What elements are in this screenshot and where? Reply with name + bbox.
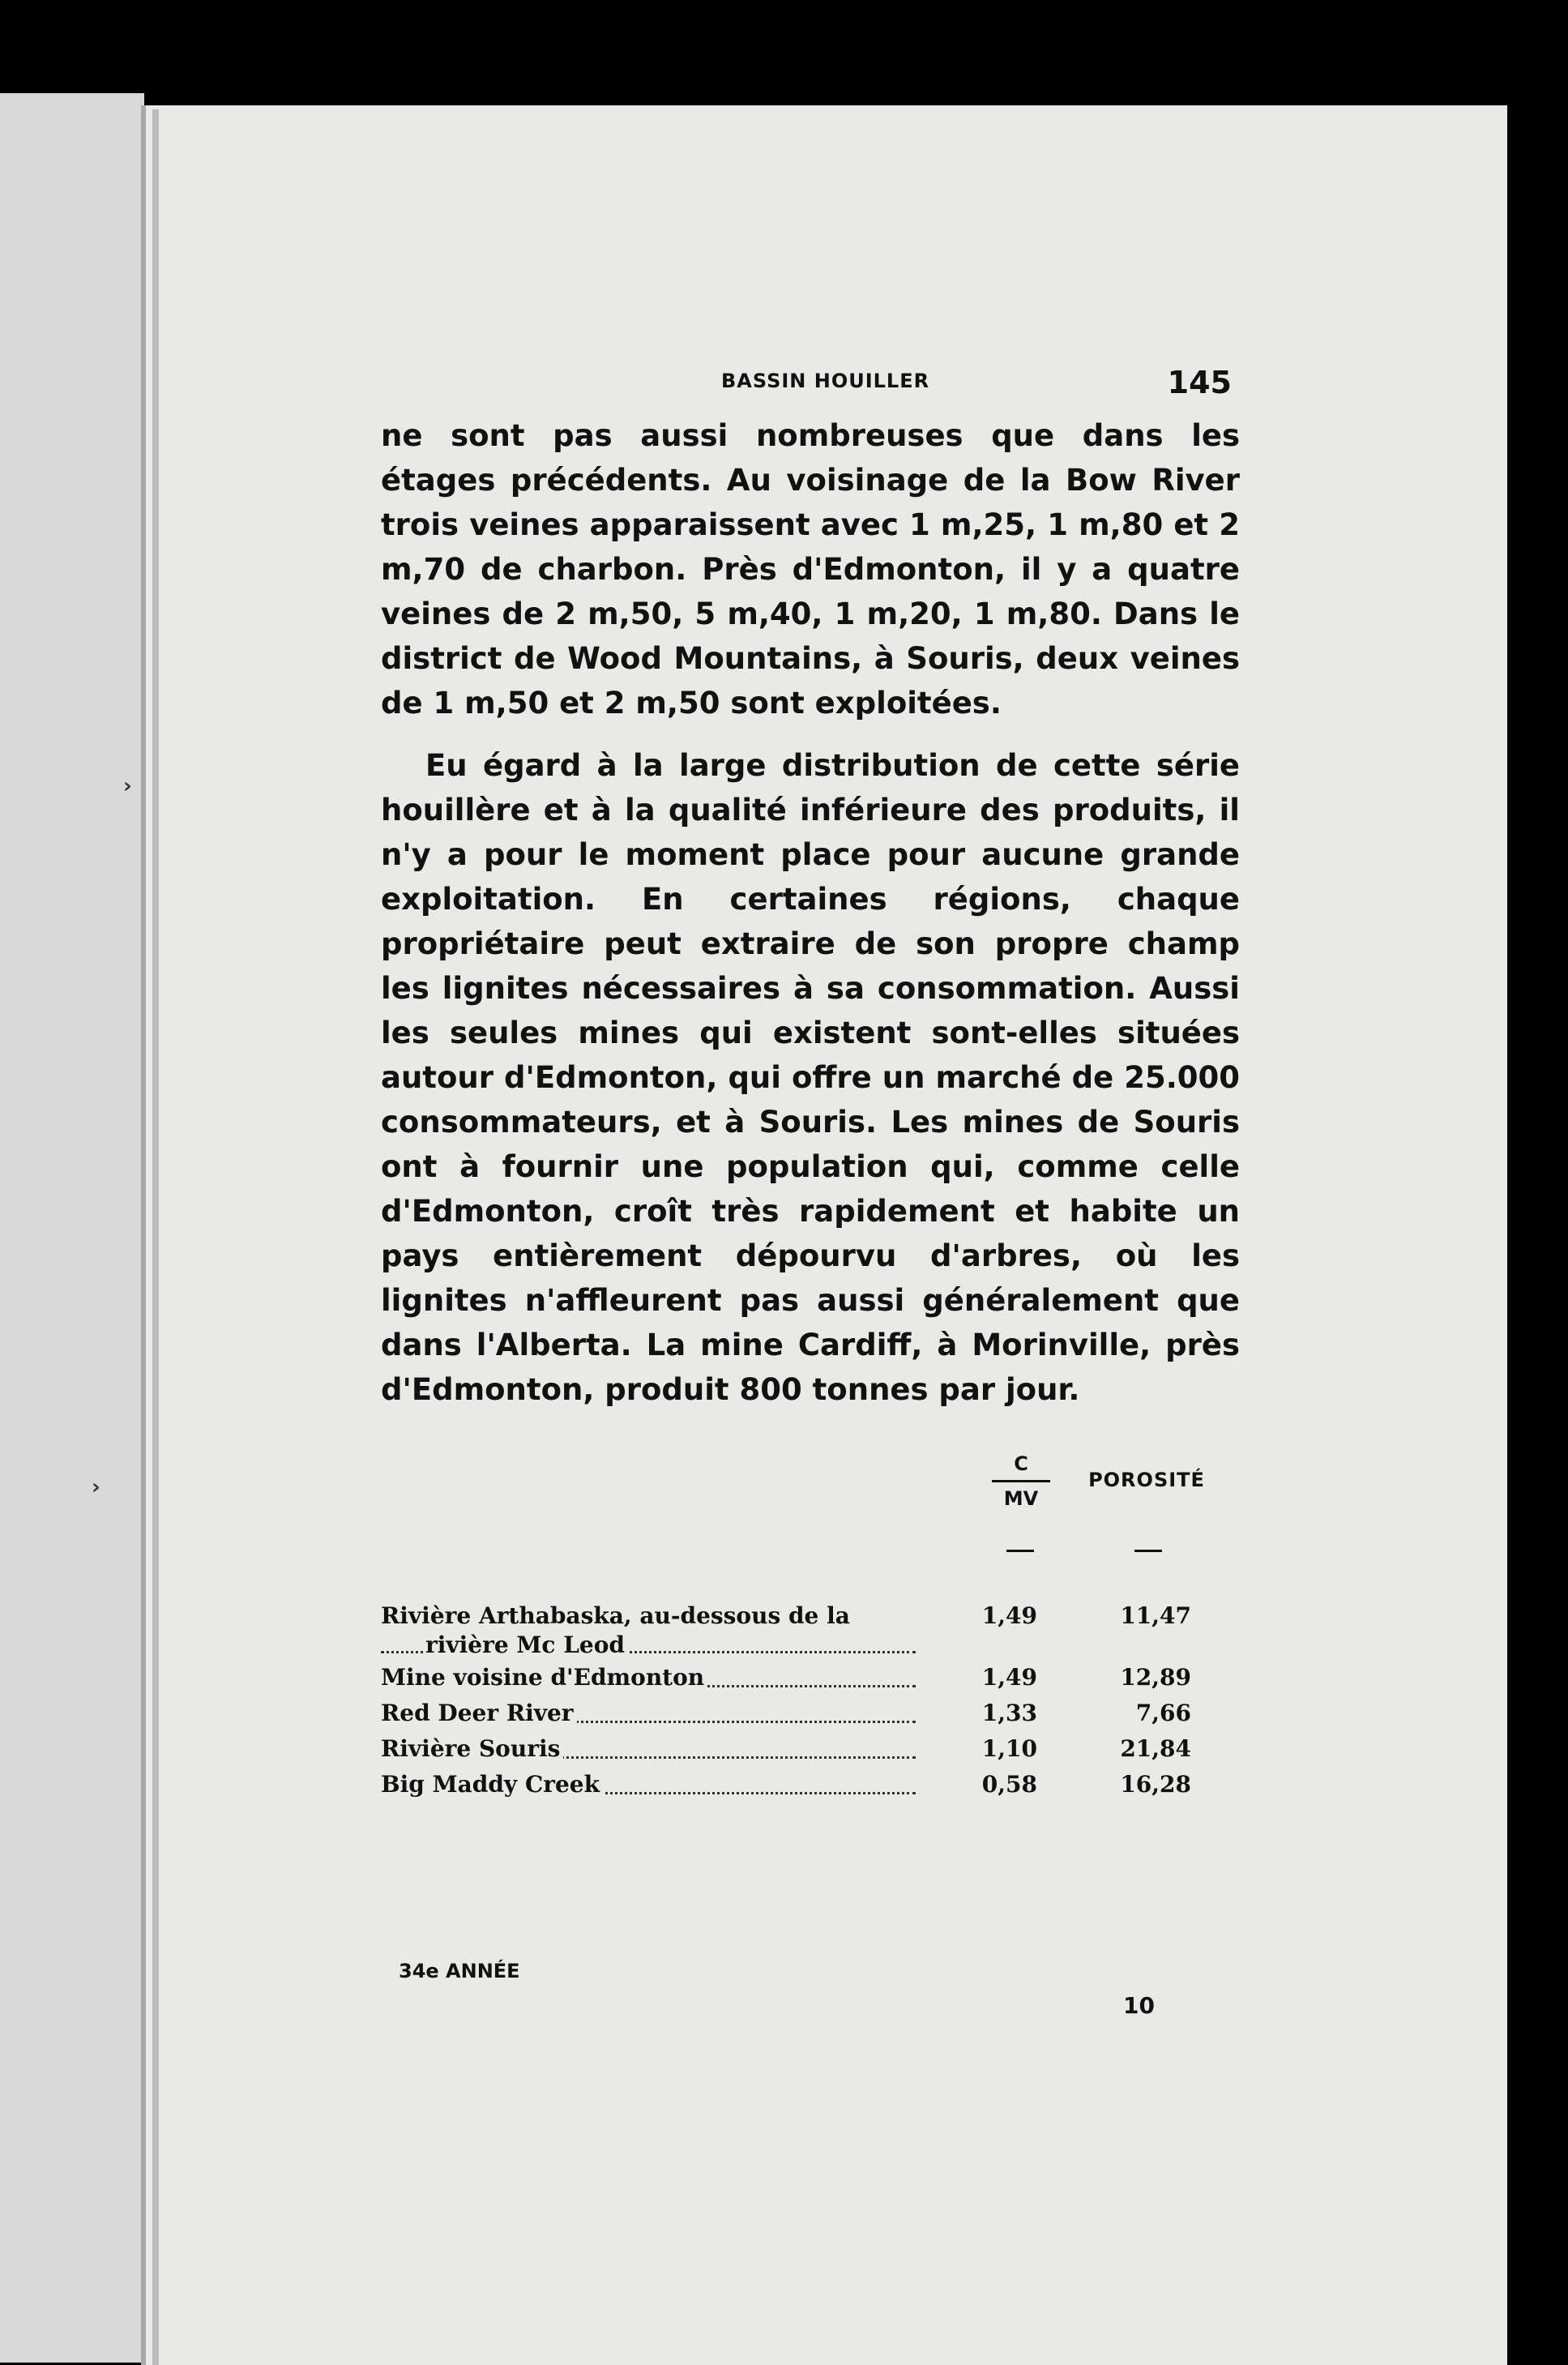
row-label: [381, 1602, 916, 1660]
column-rule-1: [1006, 1550, 1034, 1552]
row-label-text: Red Deer River: [381, 1700, 577, 1726]
table-row: [381, 1696, 1240, 1731]
paragraph-1: ne sont pas aussi nombreuses que dans les étages précédents. Au voisinage de la Bow River trois veines apparaissent avec 1 m,25, 1 m,80 et 2 m,70 de charbon. Près d'Edmonton, il y a quatre veines de 2 m,50, 5 m,40, 1 m,20, 1 m,80. Dans le district de Wood Mountains, à Souris, deux veines de 1 m,50 et 2 m,50 sont exploitées.: [381, 418, 1240, 721]
row-label: [381, 1731, 916, 1767]
page-gutter-shadow: [152, 109, 159, 2365]
running-head: [381, 365, 1240, 413]
paragraph-2: Eu égard à la large distribution de cette série houillère et à la qualité inférieure des produits, il n'y a pour le moment place pour aucune grande exploitation. En certaines régions, chaque propriétaire peut extraire de son propre champ les lignites nécessaires à sa consommation. Aussi les seules mines qui existent sont-elles situées autour d'Edmonton, qui offre un marché de 25.000 consommateurs, et à Souris. Les mines de Souris ont à fournir une population qui, comme celle d'Edmonton, croît très rapidement et habite un pays entièrement dépourvu d'arbres, où les lignites n'affleurent pas aussi généralement que dans l'Alberta. La mine Cardiff, à Morinville, près d'Edmonton, produit 800 tonnes par jour.: [381, 748, 1240, 1407]
table-header: [381, 1452, 1240, 1574]
porosite-value: 16,28: [1120, 1771, 1191, 1798]
fraction-denominator: MV: [1003, 1487, 1039, 1510]
printer-signature: 34e ANNÉE: [399, 1960, 520, 1982]
porosite-value: 7,66: [1135, 1700, 1191, 1726]
data-table: [381, 1598, 1240, 1803]
row-label-line2: rivière Mc Leod: [425, 1632, 628, 1658]
row-label-line1: Rivière Arthabaska, au-dessous de la: [381, 1602, 850, 1629]
fraction-bar: [992, 1480, 1050, 1482]
table-row: [381, 1731, 1240, 1767]
adjacent-page-edge: [0, 93, 144, 2363]
running-title: BASSIN HOUILLER: [721, 370, 930, 392]
margin-mark-arrow: ›: [123, 774, 132, 798]
table-row: [381, 1660, 1240, 1696]
margin-mark-arrow-lower: ›: [92, 1475, 100, 1499]
row-label-text: Mine voisine d'Edmonton: [381, 1664, 707, 1691]
c-mv-value: 1,49: [981, 1664, 1037, 1691]
porosite-value: 11,47: [1120, 1602, 1191, 1629]
row-label-text: Big Maddy Creek: [381, 1771, 603, 1798]
fraction-numerator: C: [1014, 1452, 1028, 1475]
c-mv-value: 0,58: [981, 1771, 1037, 1798]
c-mv-value: 1,33: [981, 1700, 1037, 1726]
c-mv-value: 1,49: [981, 1602, 1037, 1629]
c-over-mv-header: [989, 1452, 1053, 1510]
table-row: [381, 1598, 1240, 1660]
c-mv-value: 1,10: [981, 1735, 1037, 1762]
row-label: [381, 1696, 916, 1731]
porosite-value: 21,84: [1120, 1735, 1191, 1762]
page-number: 145: [1167, 365, 1232, 400]
porosite-value: 12,89: [1120, 1664, 1191, 1691]
row-label-text: Rivière Souris: [381, 1735, 563, 1762]
row-label: [381, 1660, 916, 1696]
sheet-number: 10: [1123, 1992, 1155, 2019]
column-rule-2: [1134, 1550, 1162, 1552]
table-row: [381, 1767, 1240, 1803]
row-label: [381, 1767, 916, 1803]
porosite-header: POROSITÉ: [1088, 1469, 1205, 1491]
page-content: [381, 365, 1240, 1803]
